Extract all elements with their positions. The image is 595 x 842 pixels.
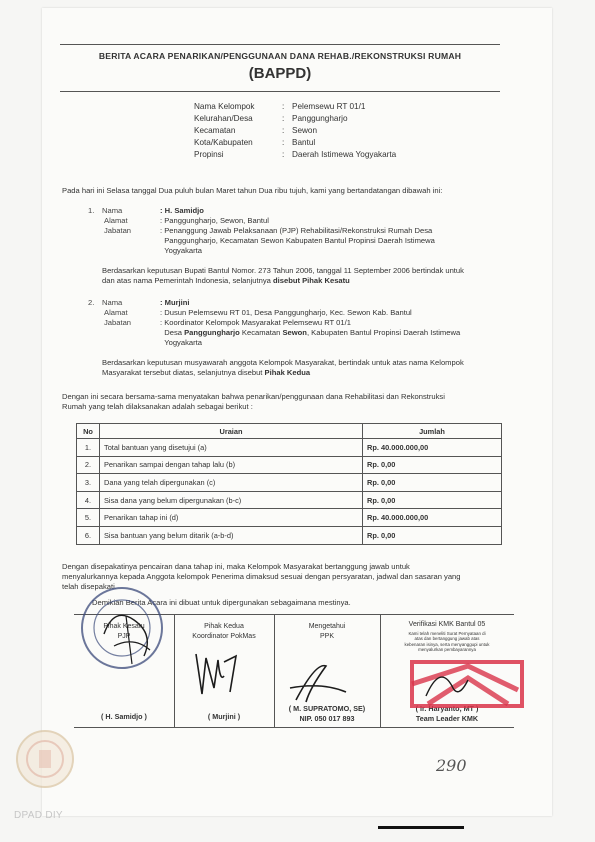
agreement-line: Rumah yang telah dilaksanakan adalah sebagai berikut : bbox=[62, 402, 253, 411]
party2-district: Sewon bbox=[282, 328, 307, 337]
verification-note-line: atas dan bertanggung jawab atas bbox=[414, 636, 480, 642]
identity-value: Bantul bbox=[292, 138, 316, 147]
party2-basis-line: Masyarakat tersebut diatas, selanjutnya disebut bbox=[102, 368, 263, 377]
table-header-row bbox=[77, 424, 502, 439]
closing-line: telah disepakati. bbox=[62, 582, 117, 591]
table-row bbox=[77, 526, 502, 544]
row-amount: Rp. 0,00 bbox=[363, 526, 502, 544]
agreement-paragraph bbox=[62, 392, 522, 412]
party1-address: Panggungharjo, Sewon, Bantul bbox=[164, 216, 269, 225]
document-title-box bbox=[60, 44, 500, 92]
row-amount: Rp. 40.000.000,00 bbox=[363, 509, 502, 527]
identity-label: Nama Kelompok bbox=[194, 102, 255, 111]
column-header: No bbox=[77, 424, 100, 439]
row-description: Dana yang telah dipergunakan (c) bbox=[100, 474, 363, 492]
row-number: 5. bbox=[77, 509, 100, 527]
fund-table bbox=[76, 423, 502, 545]
row-number: 2. bbox=[77, 456, 100, 474]
intro-paragraph: Pada hari ini Selasa tanggal Dua puluh bulan Maret tahun Dua ribu tujuh, kami yang bertandatangan dibawah ini: bbox=[62, 186, 443, 195]
party2-address: Dusun Pelemsewu RT 01, Desa Panggungharjo, Kec. Sewon Kab. Bantul bbox=[164, 308, 412, 317]
party2-basis bbox=[102, 358, 522, 378]
party1-position-line: Yogyakarta bbox=[164, 246, 202, 255]
agreement-line: Dengan ini secara bersama-sama menyatakan bahwa penarikan/penggunaan dana Rehabilitasi dan Rekonstruksi bbox=[62, 392, 445, 401]
row-amount: Rp. 0,00 bbox=[363, 474, 502, 492]
party1-position: : Penanggung Jawab Pelaksanaan (PJP) Rehabilitasi/Rekonstruksi Rumah Desa Panggungharjo, Kecamatan Sewon Kabupaten Bantul Propinsi Daerah Istimewa Yogyakarta bbox=[160, 226, 435, 255]
party2-position-line: Yogyakarta bbox=[164, 338, 202, 347]
signatory-nip: NIP. 050 017 893 bbox=[299, 714, 355, 723]
handwritten-page-number: 290 bbox=[436, 756, 467, 775]
party1-basis-line: Berdasarkan keputusan Bupati Bantul Nomor. 273 Tahun 2006, tanggal 11 September 2006 bertindak untuk bbox=[102, 266, 464, 275]
party1-basis-line: dan atas nama Pemerintah Indonesia, selanjutnya bbox=[102, 276, 271, 285]
party1-position-label: Jabatan bbox=[104, 226, 132, 235]
colon: : bbox=[282, 102, 285, 111]
party1-position-line: Penanggung Jawab Pelaksanaan (PJP) Rehabilitasi/Rekonstruksi Rumah Desa bbox=[164, 226, 433, 235]
party2-position-word: Kecamatan bbox=[241, 328, 281, 337]
row-description: Sisa bantuan yang belum ditarik (a-b-d) bbox=[100, 526, 363, 544]
verification-note-line: menyalurkan pembayarannya bbox=[418, 647, 476, 653]
party2-village: Panggungharjo bbox=[184, 328, 240, 337]
verification-note bbox=[380, 631, 514, 653]
party2-position: : Koordinator Kelompok Masyarakat Pelemsewu RT 01/1 Desa Panggungharjo Kecamatan Sewon, Kabupaten Bantul Propinsi Daerah Istimewa Yogyakarta bbox=[160, 318, 461, 347]
bottom-bar bbox=[378, 826, 464, 829]
table-row bbox=[77, 491, 502, 509]
row-description: Sisa dana yang belum dipergunakan (b-c) bbox=[100, 491, 363, 509]
column-header: Uraian bbox=[100, 424, 363, 439]
colon: : bbox=[282, 138, 285, 147]
signatory-name: ( M. SUPRATOMO, SE) bbox=[288, 704, 366, 713]
party2-basis-line: Berdasarkan keputusan musyawarah anggota Kelompok Masyarakat, bertindak untuk atas nama Kelompok bbox=[102, 358, 464, 367]
party1-position-line: Panggungharjo, Kecamatan Sewon Kabupaten Bantul Propinsi Daerah Istimewa bbox=[164, 236, 435, 245]
document-title: BERITA ACARA PENARIKAN/PENGGUNAAN DANA REHAB./REKONSTRUKSI RUMAH bbox=[98, 51, 462, 61]
party1-name-label: Nama bbox=[102, 206, 123, 215]
signature-title: Pihak Kesatu bbox=[103, 623, 145, 630]
party2-position-word: , Kabupaten Bantul Propinsi Daerah Istimewa bbox=[306, 328, 461, 337]
signatory-name: ( Murjini ) bbox=[207, 712, 241, 721]
party2-address-label: Alamat bbox=[104, 308, 128, 317]
archive-seal-icon bbox=[14, 728, 76, 790]
document-abbreviation: (BAPPD) bbox=[248, 65, 312, 82]
party1-name: H. Samidjo bbox=[164, 206, 204, 215]
verification-note-line: Kami telah meneliti Surat Pernyataan di bbox=[408, 631, 486, 636]
party2-number: 2. bbox=[88, 298, 95, 307]
row-amount: Rp. 40.000.000,00 bbox=[363, 439, 502, 457]
identity-value: Sewon bbox=[292, 126, 318, 135]
row-number: 1. bbox=[77, 439, 100, 457]
village-stamp-icon bbox=[74, 576, 170, 676]
signature-ppk-icon bbox=[286, 652, 356, 706]
table-row bbox=[77, 474, 502, 492]
column-header: Jumlah bbox=[363, 424, 502, 439]
signature-murjini-icon bbox=[190, 642, 246, 698]
party1-address-label: Alamat bbox=[104, 216, 128, 225]
row-description: Total bantuan yang disetujui (a) bbox=[100, 439, 363, 457]
kmk-stamp-icon bbox=[408, 656, 528, 716]
party1-designation: disebut Pihak Kesatu bbox=[273, 276, 350, 285]
colon: : bbox=[282, 114, 285, 123]
row-amount: Rp. 0,00 bbox=[363, 456, 502, 474]
colon: : bbox=[282, 126, 285, 135]
identity-value: Daerah Istimewa Yogyakarta bbox=[292, 150, 397, 159]
signatory-role: Team Leader KMK bbox=[415, 714, 479, 723]
signature-title: Mengetahui bbox=[308, 623, 346, 630]
closing-line: menyalurkannya kepada Anggota kelompok Penerima dimaksud sesuai dengan persyaratan, jadwal dan sasaran yang bbox=[62, 572, 461, 581]
signature-subtitle: Koordinator PokMas bbox=[192, 633, 256, 640]
party2-name: Murjini bbox=[164, 298, 190, 307]
closing-line: Dengan disepakatinya pencairan dana tahap ini, maka Kelompok Masyarakat bertanggung jawab untuk bbox=[62, 562, 410, 571]
row-number: 6. bbox=[77, 526, 100, 544]
row-number: 3. bbox=[77, 474, 100, 492]
party2-position-word: Desa bbox=[164, 328, 182, 337]
row-number: 4. bbox=[77, 491, 100, 509]
signature-title: Verifikasi KMK Bantul 05 bbox=[408, 621, 486, 628]
colon: : bbox=[282, 150, 285, 159]
party1-number: 1. bbox=[88, 206, 95, 215]
signature-subtitle: PPK bbox=[319, 633, 334, 640]
identity-label: Kecamatan bbox=[194, 126, 236, 135]
table-row bbox=[77, 439, 502, 457]
party2-position-line: Koordinator Kelompok Masyarakat Pelemsewu RT 01/1 bbox=[164, 318, 351, 327]
row-description: Penarikan sampai dengan tahap lalu (b) bbox=[100, 456, 363, 474]
signature-title: Pihak Kedua bbox=[204, 623, 244, 630]
table-row bbox=[77, 509, 502, 527]
party2-name-label: Nama bbox=[102, 298, 123, 307]
signatory-name: ( Ir. Haryanto, MT ) bbox=[415, 704, 479, 713]
party1-basis bbox=[102, 266, 522, 286]
identity-value: Pelemsewu RT 01/1 bbox=[292, 102, 366, 111]
closing-statement: Demikian Berita Acara ini dibuat untuk dipergunakan sebagaimana mestinya. bbox=[92, 598, 351, 607]
identity-label: Kelurahan/Desa bbox=[194, 114, 253, 123]
archive-footer-label: DPAD DIY bbox=[14, 810, 63, 821]
table-row bbox=[77, 456, 502, 474]
party2-position-label: Jabatan bbox=[104, 318, 132, 327]
signature-subtitle: PJP bbox=[117, 633, 131, 640]
identity-label: Propinsi bbox=[194, 150, 224, 159]
party2-designation: Pihak Kedua bbox=[264, 368, 311, 377]
verification-note-line: kebenaran isinya, serta menyanggupi untuk bbox=[404, 641, 490, 647]
signatory-name: ( H. Samidjo ) bbox=[101, 712, 147, 721]
identity-value: Panggungharjo bbox=[292, 114, 348, 123]
identity-label: Kota/Kabupaten bbox=[194, 138, 253, 147]
row-description: Penarikan tahap ini (d) bbox=[100, 509, 363, 527]
row-amount: Rp. 0,00 bbox=[363, 491, 502, 509]
